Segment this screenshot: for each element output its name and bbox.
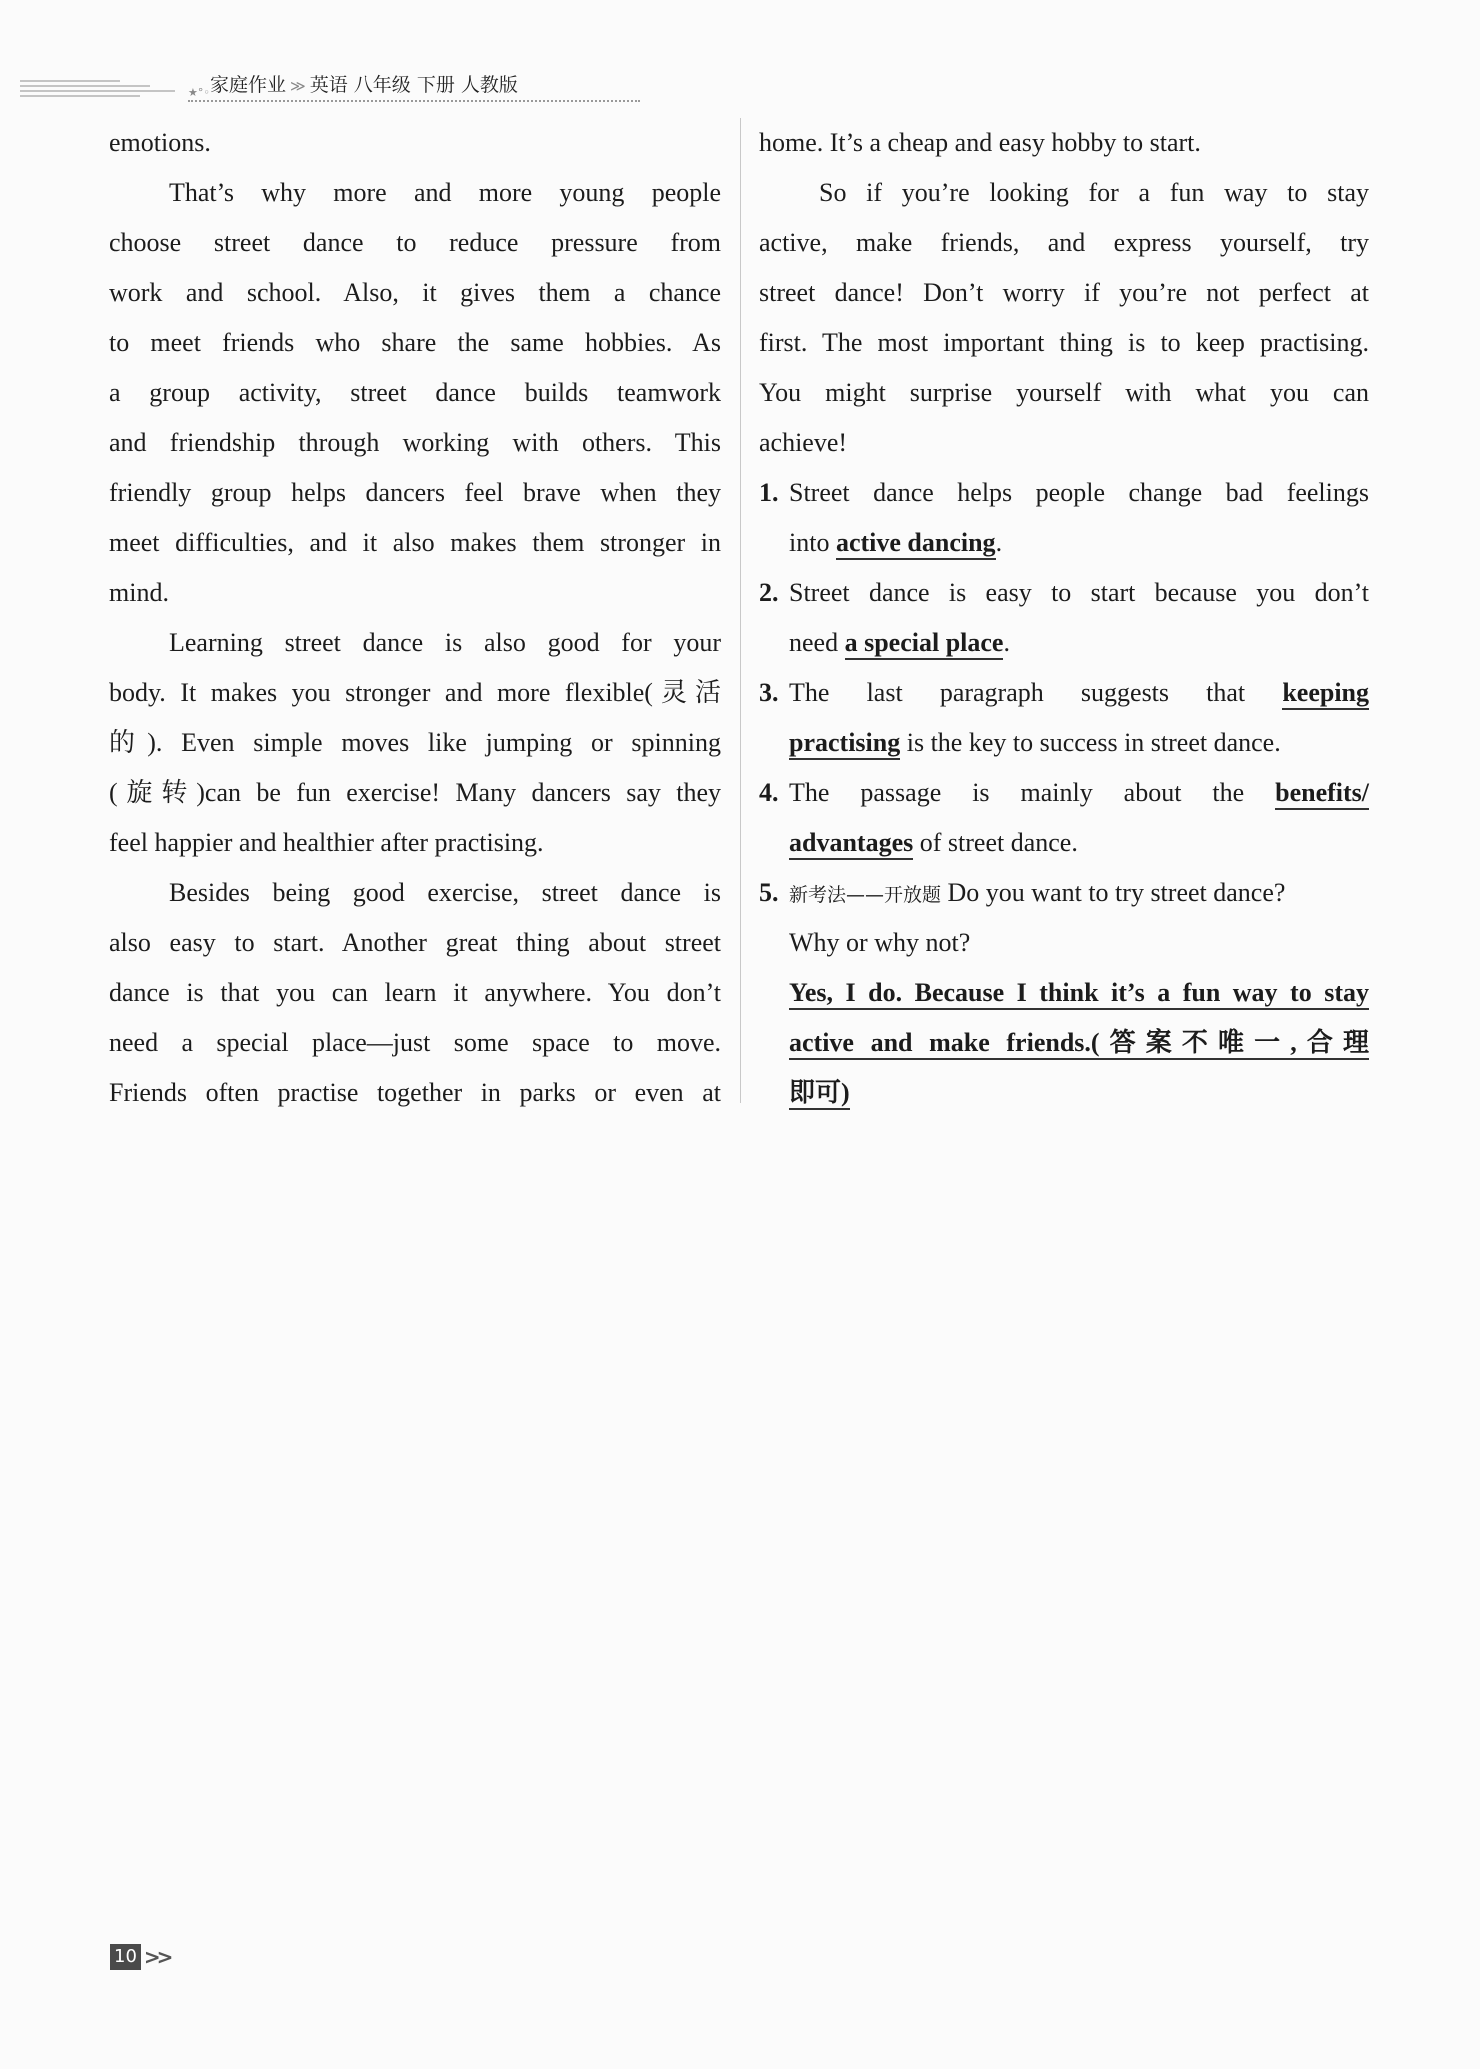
text-line: Besides being good exercise, street dance is [169,878,721,907]
star-icon: ★°◦ [188,86,210,99]
question-text: Street dance is easy to start because you don’t [789,578,1369,607]
text-line: emotions. [109,128,211,157]
text-line: Learning street dance is also good for your [169,628,721,657]
question-text: of street dance. [913,828,1078,857]
question-number: 3. [759,678,779,707]
question-1 [759,468,1369,568]
question-number: 1. [759,478,779,507]
question-text: is the key to success in street dance. [900,728,1281,757]
text-line: mind. [109,578,169,607]
text-line: also easy to start. Another great thing about street [109,928,721,957]
text-line: meet difficulties, and it also makes them stronger in [109,528,721,557]
question-text: . [1003,628,1010,657]
text-line: So if you’re looking for a fun way to stay [819,178,1369,207]
text-line: first. The most important thing is to keep practising. [759,328,1369,357]
right-column [759,118,1369,1118]
question-text: into [789,528,836,557]
header-title [210,70,518,97]
text-line: That’s why more and more young people [169,178,721,207]
header-book: 家庭作业 [210,74,287,96]
page-footer [110,1942,169,1972]
header-grade: 八年级 [353,74,411,96]
text-line: Friends often practise together in parks or even at [109,1078,721,1107]
header-edition: 人教版 [460,74,518,96]
question-text: Why or why not? [789,928,971,957]
answer-text: 即可) [789,1078,850,1110]
text-line: street dance! Don’t worry if you’re not perfect at [759,278,1369,307]
page-header [20,62,625,106]
text-line: (旋转)can be fun exercise! Many dancers say they [109,778,721,807]
text-line: need a special place—just some space to move. [109,1028,721,1057]
answer-text: Yes, I do. Because I think it’s a fun way to stay [789,978,1369,1010]
text-line: a group activity, street dance builds teamwork [109,378,721,407]
text-line: active, make friends, and express yourself, try [759,228,1369,257]
header-divider [188,100,640,102]
header-decoration [20,80,185,100]
question-2 [759,568,1369,668]
question-tag: 新考法——开放题 [789,884,942,906]
text-line: and friendship through working with others. This [109,428,721,457]
chevron-right-icon: ≫ [290,77,306,95]
left-column [109,118,721,1118]
answer-text: benefits/ [1275,778,1369,810]
text-line: dance is that you can learn it anywhere. You don’t [109,978,721,1007]
question-5 [759,868,1369,1118]
question-number: 5. [759,878,779,907]
question-text: Street dance helps people change bad feelings [789,478,1369,507]
double-chevron-icon: >> [143,1945,170,1969]
answer-text: active and make friends.(答案不唯一,合理 [789,1028,1369,1060]
text-line: choose street dance to reduce pressure from [109,228,721,257]
question-text: Do you want to try street dance? [941,878,1286,907]
question-text: The last paragraph suggests that [789,678,1283,707]
text-line: 的). Even simple moves like jumping or spinning [109,728,721,757]
answer-text: a special place [845,628,1004,660]
text-line: body. It makes you stronger and more flexible(灵活 [109,678,721,707]
answer-text: advantages [789,828,913,860]
answer-text: active dancing [836,528,996,560]
page-number: 10 [110,1944,141,1970]
question-text: need [789,628,845,657]
question-number: 4. [759,778,779,807]
text-line: work and school. Also, it gives them a chance [109,278,721,307]
answer-text: practising [789,728,900,760]
question-4 [759,768,1369,868]
question-text: . [995,528,1003,557]
header-subject: 英语 [309,74,348,96]
column-divider [740,118,741,1103]
question-number: 2. [759,578,779,607]
question-text: The passage is mainly about the [789,778,1276,807]
question-3 [759,668,1369,768]
text-line: to meet friends who share the same hobbies. As [109,328,721,357]
answer-text: keeping [1282,678,1369,710]
text-line: feel happier and healthier after practising. [109,828,544,857]
text-line: friendly group helps dancers feel brave when they [109,478,721,507]
header-volume: 下册 [416,74,455,96]
text-line: You might surprise yourself with what you can [759,378,1369,407]
text-line: achieve! [759,428,848,457]
text-line: home. It’s a cheap and easy hobby to start. [759,128,1201,157]
